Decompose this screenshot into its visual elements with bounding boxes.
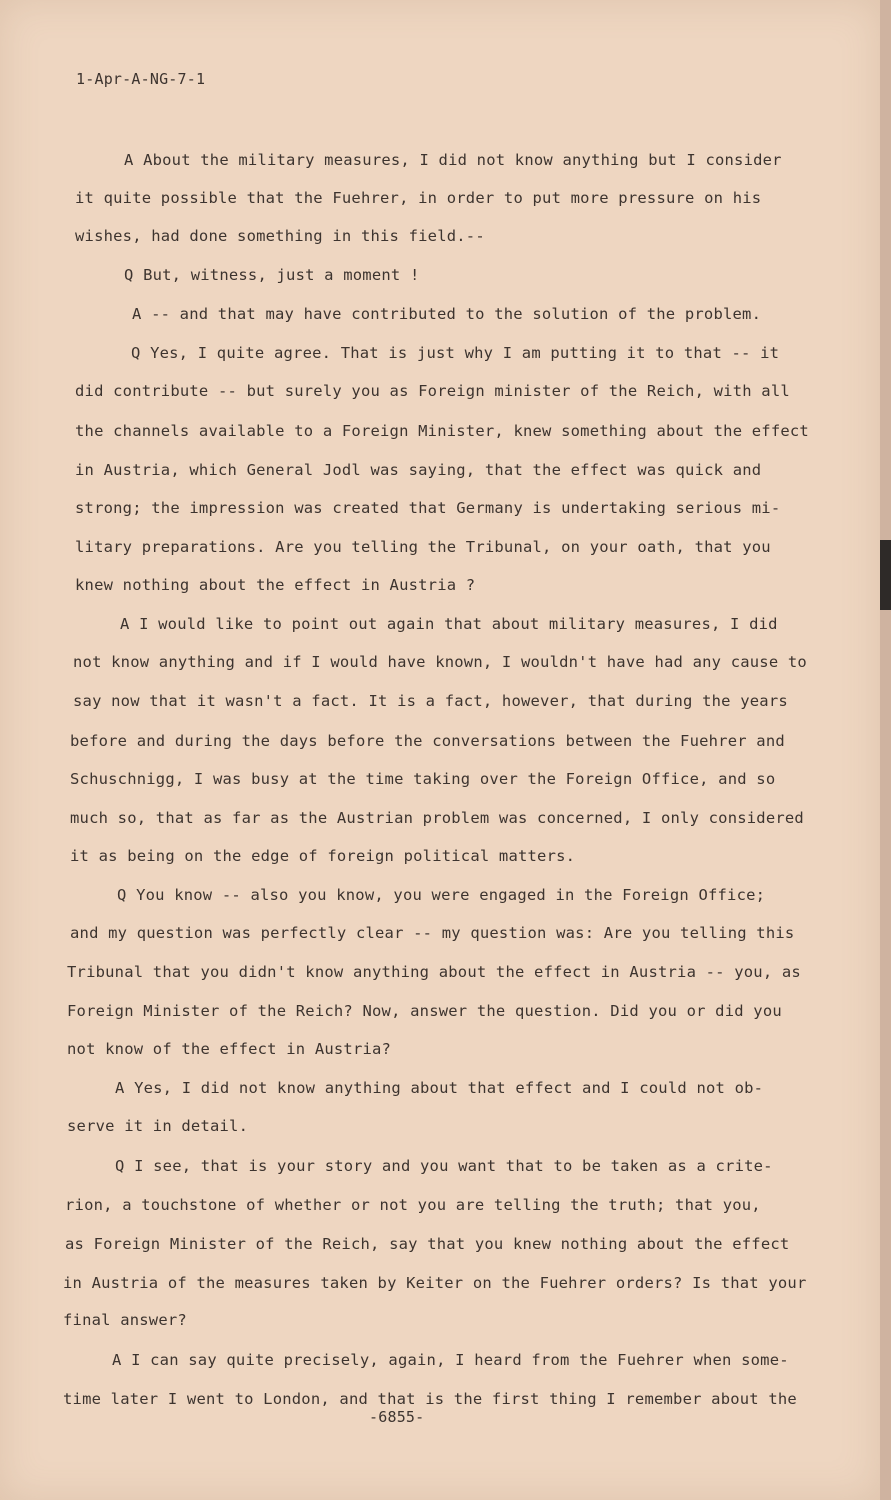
text-line-31: final answer? xyxy=(63,1311,187,1329)
text-line-16: before and during the days before the conversations between the Fuehrer and xyxy=(70,732,785,750)
text-line-30: in Austria of the measures taken by Keiter on the Fuehrer orders? Is that your xyxy=(63,1274,807,1292)
text-line-23: Foreign Minister of the Reich? Now, answer the question. Did you or did you xyxy=(67,1002,782,1020)
text-line-19: it as being on the edge of foreign political matters. xyxy=(70,847,576,865)
text-line-15: say now that it wasn't a fact. It is a fact, however, that during the years xyxy=(73,692,788,710)
text-line-29: as Foreign Minister of the Reich, say that you knew nothing about the effect xyxy=(65,1235,790,1253)
text-line-4: Q But, witness, just a moment ! xyxy=(124,266,420,284)
text-line-18: much so, that as far as the Austrian problem was concerned, I only considered xyxy=(70,809,804,827)
text-line-24: not know of the effect in Austria? xyxy=(67,1040,392,1058)
text-line-10: strong; the impression was created that Germany is undertaking serious mi- xyxy=(75,499,781,517)
text-line-14: not know anything and if I would have known, I wouldn't have had any cause to xyxy=(73,653,807,671)
text-line-20: Q You know -- also you know, you were engaged in the Foreign Office; xyxy=(117,886,766,904)
text-line-1: A About the military measures, I did not know anything but I consider xyxy=(124,151,782,169)
text-line-12: knew nothing about the effect in Austria ? xyxy=(75,576,476,594)
text-line-6: Q Yes, I quite agree. That is just why I am putting it to that -- it xyxy=(131,344,780,362)
text-line-9: in Austria, which General Jodl was saying, that the effect was quick and xyxy=(75,461,762,479)
text-line-22: Tribunal that you didn't know anything about the effect in Austria -- you, as xyxy=(67,963,801,981)
text-line-33: time later I went to London, and that is the first thing I remember about the xyxy=(63,1390,797,1408)
page-reference: 1-Apr-A-NG-7-1 xyxy=(76,70,206,88)
text-line-27: Q I see, that is your story and you want that to be taken as a crite- xyxy=(115,1157,773,1175)
text-line-3: wishes, had done something in this field.-- xyxy=(75,227,485,245)
text-line-5: A -- and that may have contributed to the solution of the problem. xyxy=(132,305,762,323)
text-line-7: did contribute -- but surely you as Foreign minister of the Reich, with all xyxy=(75,382,790,400)
text-line-13: A I would like to point out again that about military measures, I did xyxy=(120,615,778,633)
text-line-32: A I can say quite precisely, again, I heard from the Fuehrer when some- xyxy=(112,1351,789,1369)
text-line-26: serve it in detail. xyxy=(67,1117,249,1135)
text-line-8: the channels available to a Foreign Minister, knew something about the effect xyxy=(75,422,809,440)
text-line-21: and my question was perfectly clear -- my question was: Are you telling this xyxy=(70,924,795,942)
text-line-25: A Yes, I did not know anything about that effect and I could not ob- xyxy=(115,1079,764,1097)
page-number: -6855- xyxy=(369,1408,425,1426)
text-line-28: rion, a touchstone of whether or not you are telling the truth; that you, xyxy=(65,1196,761,1214)
text-line-2: it quite possible that the Fuehrer, in order to put more pressure on his xyxy=(75,189,762,207)
text-line-11: litary preparations. Are you telling the Tribunal, on your oath, that you xyxy=(75,538,771,556)
text-line-17: Schuschnigg, I was busy at the time taking over the Foreign Office, and so xyxy=(70,770,776,788)
page-edge-shadow xyxy=(880,540,891,610)
